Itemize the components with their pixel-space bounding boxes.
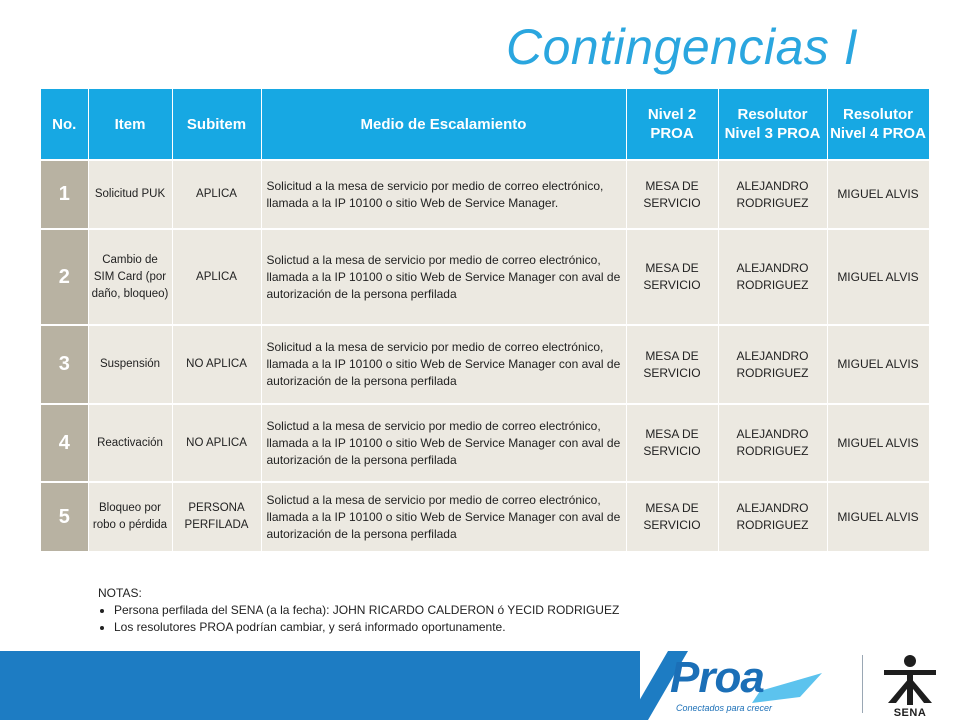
row-medio: Solictud a la mesa de servicio por medio de correo electrónico, llamada a la IP 10100 o sitio Web de Service Manager con aval de autorización de la persona perfilada: [261, 482, 626, 552]
row-medio: Solictud a la mesa de servicio por medio de correo electrónico, llamada a la IP 10100 o sitio Web de Service Manager con aval de autorización de la persona perfilada: [261, 404, 626, 482]
slide-title: Contingencias I: [506, 19, 859, 75]
row-nivel4: MIGUEL ALVIS: [827, 160, 929, 229]
footer-blue-band: [0, 651, 640, 720]
row-nivel4: MIGUEL ALVIS: [827, 325, 929, 404]
row-subitem: NO APLICA: [172, 404, 261, 482]
row-number: 1: [41, 160, 88, 229]
row-nivel3: ALEJANDRO RODRIGUEZ: [718, 325, 827, 404]
row-nivel4: MIGUEL ALVIS: [827, 404, 929, 482]
row-number: 5: [41, 482, 88, 552]
row-number: 2: [41, 229, 88, 325]
header-nivel4: Resolutor Nivel 4 PROA: [827, 89, 929, 160]
row-nivel3: ALEJANDRO RODRIGUEZ: [718, 160, 827, 229]
row-nivel3: ALEJANDRO RODRIGUEZ: [718, 229, 827, 325]
table-row: [41, 404, 929, 482]
row-subitem: NO APLICA: [172, 325, 261, 404]
row-nivel2: MESA DE SERVICIO: [626, 160, 718, 229]
header-nivel3: Resolutor Nivel 3 PROA: [718, 89, 827, 160]
row-nivel2: MESA DE SERVICIO: [626, 229, 718, 325]
row-number: 3: [41, 325, 88, 404]
row-nivel2: MESA DE SERVICIO: [626, 404, 718, 482]
footer-bar: [0, 651, 960, 720]
table-row: [41, 325, 929, 404]
note-item: • Persona perfilada del SENA (a la fecha): JOHN RICARDO CALDERON ó YECID RODRIGUEZ: [114, 602, 619, 619]
row-nivel4: MIGUEL ALVIS: [827, 229, 929, 325]
escalation-table: [41, 89, 930, 553]
row-item: Bloqueo por robo o pérdida: [88, 482, 172, 552]
table-row: [41, 160, 929, 229]
row-nivel3: ALEJANDRO RODRIGUEZ: [718, 482, 827, 552]
table-row: [41, 482, 929, 552]
row-nivel2: MESA DE SERVICIO: [626, 325, 718, 404]
row-subitem: APLICA: [172, 160, 261, 229]
row-medio: Solicitud a la mesa de servicio por medio de correo electrónico, llamada a la IP 10100 o sitio Web de Service Manager.: [261, 160, 626, 229]
row-item: Cambio de SIM Card (por daño, bloqueo): [88, 229, 172, 325]
row-medio: Solicitud a la mesa de servicio por medio de correo electrónico, llamada a la IP 10100 o sitio Web de Service Manager con aval de autorización de la persona perfilada: [261, 325, 626, 404]
header-subitem: Subitem: [172, 89, 261, 160]
header-nivel2: Nivel 2 PROA: [626, 89, 718, 160]
row-medio: Solictud a la mesa de servicio por medio de correo electrónico, llamada a la IP 10100 o sitio Web de Service Manager con aval de autorización de la persona perfilada: [261, 229, 626, 325]
proa-tagline: Conectados para crecer: [676, 703, 773, 713]
table-row: [41, 229, 929, 325]
table-header-row: [41, 89, 929, 160]
notes-section: [98, 585, 619, 636]
row-item: Reactivación: [88, 404, 172, 482]
row-subitem: PERSONA PERFILADA: [172, 482, 261, 552]
header-item: Item: [88, 89, 172, 160]
row-subitem: APLICA: [172, 229, 261, 325]
notes-list: [98, 602, 619, 636]
row-item: Suspensión: [88, 325, 172, 404]
header-medio: Medio de Escalamiento: [261, 89, 626, 160]
row-nivel3: ALEJANDRO RODRIGUEZ: [718, 404, 827, 482]
notes-heading: NOTAS:: [98, 586, 142, 600]
sena-emblem-icon: [880, 653, 940, 707]
logo-divider: [862, 655, 863, 713]
sena-logo-text: SENA: [893, 707, 927, 719]
row-nivel2: MESA DE SERVICIO: [626, 482, 718, 552]
row-item: Solicitud PUK: [88, 160, 172, 229]
row-number: 4: [41, 404, 88, 482]
note-item: • Los resolutores PROA podrían cambiar, y será informado oportunamente.: [114, 619, 619, 636]
row-nivel4: MIGUEL ALVIS: [827, 482, 929, 552]
header-no: No.: [41, 89, 88, 160]
proa-logo: Proa: [670, 653, 764, 702]
